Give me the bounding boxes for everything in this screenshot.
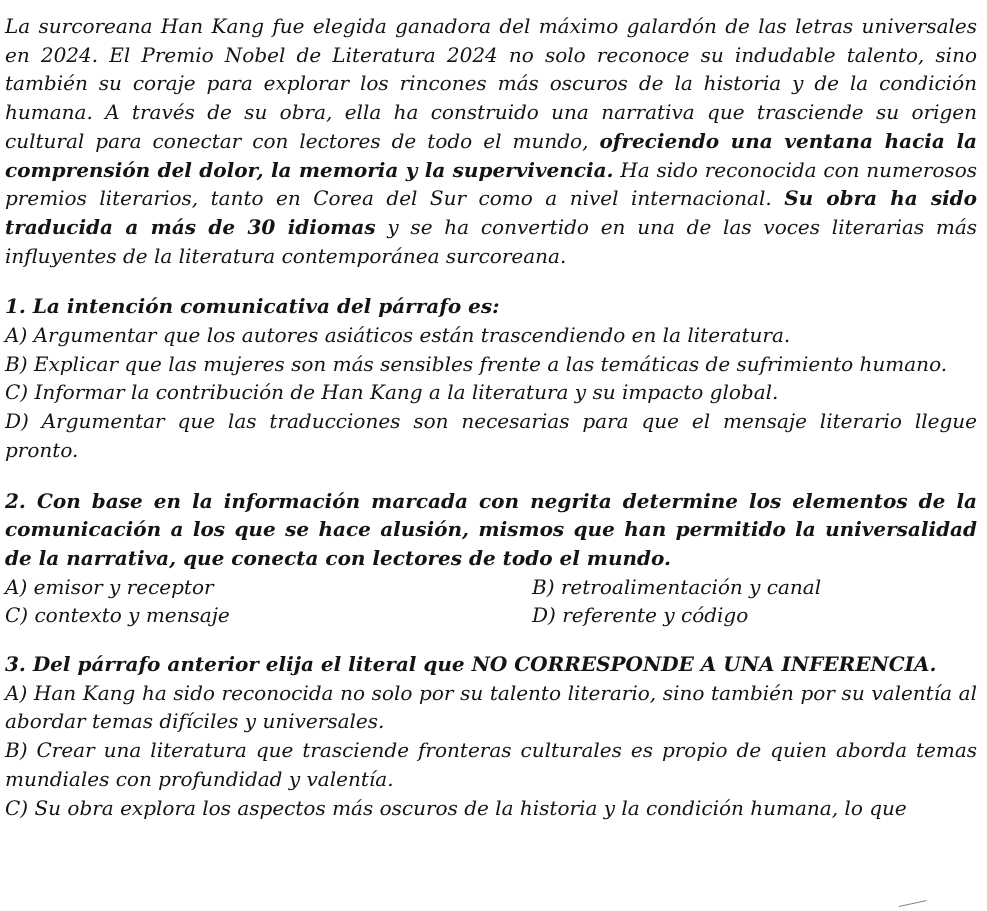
question-1-title: 1. La intención comunicativa del párrafo es:	[5, 294, 500, 319]
question-2-options-row-2	[5, 601, 977, 630]
passage-bold-2: Su obra ha sido traducida a más de 30 idiomas	[5, 186, 977, 239]
question-2-option-d[interactable]: D) referente y código	[532, 603, 749, 628]
spacer	[5, 630, 977, 650]
passage-text-3: y se ha convertido en una de las voces literarias más influyentes de la literatura contemporánea surcoreana.	[5, 214, 977, 268]
passage-text-2: Ha sido reconocida con numerosos premios literarios, tanto en Corea del Sur como a nivel internacional.	[5, 157, 977, 211]
passage-bold-1: ofreciendo una ventana hacia la comprensión del dolor, la memoria y la supervivencia.	[5, 128, 977, 182]
pen-mark	[899, 900, 927, 911]
question-1	[5, 292, 977, 464]
spacer	[5, 465, 977, 487]
question-2-options-row-1	[5, 573, 977, 602]
question-1-option-b[interactable]: B) Explicar que las mujeres son más sensibles frente a las temáticas de sufrimiento humano.	[5, 351, 948, 376]
question-1-option-c[interactable]: C) Informar la contribución de Han Kang a la literatura y su impacto global.	[5, 380, 779, 405]
question-1-option-a[interactable]: A) Argumentar que los autores asiáticos están trascendiendo en la literatura.	[5, 323, 791, 348]
question-3-option-c[interactable]: C) Su obra explora los aspectos más oscuros de la historia y la condición humana, lo que	[5, 795, 907, 820]
question-2-title: 2. Con base en la información marcada con negrita determine los elementos de la comunicación a los que se hace alusión, mismos que han permitido la universalidad de la narrativa, que conecta con lectores de todo el mundo.	[5, 488, 977, 570]
question-2-option-b[interactable]: B) retroalimentación y canal	[532, 574, 822, 599]
question-3-option-a[interactable]: A) Han Kang ha sido reconocida no solo por su talento literario, sino también por su valentía al abordar temas difíciles y universales.	[5, 680, 977, 734]
question-2-option-a[interactable]: A) emisor y receptor	[5, 574, 214, 599]
question-3	[5, 650, 977, 822]
spacer	[5, 270, 977, 292]
question-3-option-b[interactable]: B) Crear una literatura que trasciende fronteras culturales es propio de quien aborda temas mundiales con profundidad y valentía.	[5, 738, 977, 791]
question-2-option-c[interactable]: C) contexto y mensaje	[5, 603, 230, 628]
reading-passage	[5, 12, 977, 270]
question-2	[5, 487, 977, 631]
worksheet	[5, 12, 977, 822]
passage-text-1: La surcoreana Han Kang fue elegida ganadora del máximo galardón de las letras universales en 2024. El Premio Nobel de Literatura 2024 no solo reconoce su indudable talento, sino también su coraje para explorar los rincones más oscuros de la historia y de la condición humana. A través de su obra, ella ha construido una narrativa que trasciende su origen cultural para conectar con lectores de todo el mundo,	[5, 14, 977, 153]
question-3-title: 3. Del párrafo anterior elija el literal que NO CORRESPONDE A UNA INFERENCIA.	[5, 652, 937, 677]
question-1-option-d[interactable]: D) Argumentar que las traducciones son necesarias para que el mensaje literario llegue pronto.	[5, 409, 977, 462]
